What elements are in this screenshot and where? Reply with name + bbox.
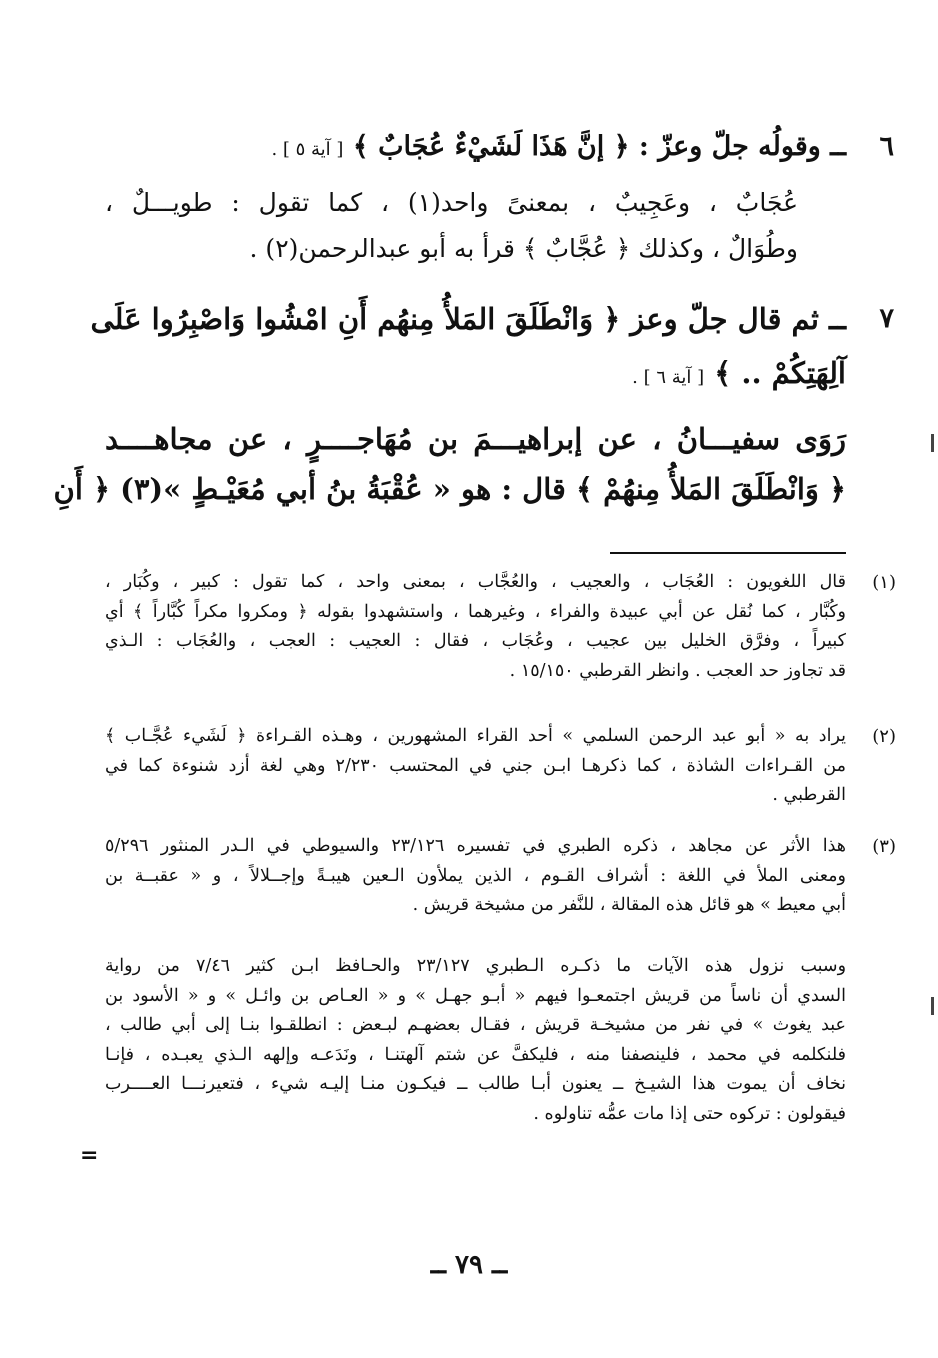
entry-6 (105, 118, 894, 179)
footnote-line: ومعنى الملأ في اللغة : أشراف القـوم ، الذين يملأون الـعين هيبـةً وإجــلالاً ، و « عقبــة بن (105, 865, 846, 886)
entry-number: ٦ (879, 131, 894, 162)
footnote-3-continuation (105, 952, 846, 1129)
footnote-line: السدي أن ناساً من قريش اجتمعـوا فيهم « أبـو جهـل » و « العـاص بن وائـل » و « الأسود بن (105, 985, 846, 1006)
entry-6-body (105, 180, 798, 272)
footnote-line: وسبب نزول هذه الآيات ما ذكـره الـطبري ٢٣/١٢٧ والحـافظ ابـن كثير ٧/٤٦ من رواية (105, 956, 847, 976)
footnote-line: عبد يغوث » في نفر من مشيخـة قريش ، فقـال بعضهـم لبـعض : انطلقـوا بنـا إلى أبي طالب ، (105, 1015, 846, 1035)
footnote-line: هذا الأثر عن مجاهد ، ذكره الطبري في تفسيره ٢٣/١٢٦ والسيوطي في الـدر المنثور ٥/٢٩٦ (105, 836, 846, 856)
body-line: عُجَابٌ ، وعَجِيبٌ ، بمعنىً واحد(١) ، كما تقول : طويـــلٌ ، (105, 188, 799, 217)
verse-quote: ــ وقولُه جلّ وعزّ : ﴿ إنَّ هَذَا لَشَيْءٌ عُجَابٌ ﴾ (352, 131, 846, 162)
footnote-line: قال اللغويون : العُجَاب ، والعجيب ، والعُجَّاب ، بمعنى واحد ، كما تقول : كبير ، وكُبَار ، (105, 572, 846, 592)
verse-reference: [ آية ٦ ] . (632, 367, 705, 388)
footnote-line: نخاف أن يموت هذا الشيـخ ــ يعنون أبـا طالب ــ فيكـون منـا إليـه شيء ، فتعيرنـــا العــــرب (105, 1074, 846, 1094)
footnote-line: قد تجاوز حد العجب . وانظر القرطبي ١٥/١٥٠ . (509, 660, 846, 681)
entry-heading (105, 118, 846, 179)
footnote-number: (٢) (872, 726, 896, 747)
footnote-line: وكُبَّار ، كما نُقل عن أبي عبيدة والفراء ، وغيرهما ، واستشهدوا بقوله ﴿ ومكروا مكراً كُبَّاراً ﴾ أي (105, 601, 846, 622)
footnote-line: فيقولون : تركوه حتى إذا مات عمُّه تناولوه . (533, 1103, 846, 1124)
footnote-3 (105, 832, 896, 921)
body-line: وطُوَالٌ ، وكذلك ﴿ عُجَّابٌ ﴾ قرأ به أبو عبدالرحمن(٢) . (249, 234, 798, 263)
footnote-line: أبي معيط » هو قائل هذه المقالة ، للنَّفر من مشيخة قريش . (412, 895, 846, 915)
footnote-divider (610, 552, 846, 554)
footnote-1 (105, 568, 896, 686)
footnote-line: من القـراءات الشاذة ، كما ذكرهـا ابـن جني في المحتسب ٢/٢٣٠ وهي لغة أزد شنوءة كما في (105, 755, 846, 776)
footnote-line: القرطبي . (772, 785, 846, 805)
footnote-2 (105, 722, 896, 811)
footnote-number: (٣) (872, 836, 896, 857)
entry-7 (90, 292, 894, 405)
body-line: ﴿ وَانْطَلَقَ المَلأُ مِنهُمْ ﴾ قال : هو « عُقْبَةُ بنُ أبي مُعَيْـطٍ »(٣) ﴿ أَنِ (53, 472, 846, 506)
footnote-line: يراد به « أبو عبد الرحمن السلمي » أحد القراء المشهورين ، وهـذه القـراءة ﴿ لَشَيء عُجَّـاب ﴾ (105, 726, 846, 746)
margin-tick (931, 997, 934, 1015)
entry-7-body (53, 414, 846, 514)
body-line: رَوَى سفيـــانُ ، عن إبراهيـــمَ بن مُهَاجــــرٍ ، عن مجاهــــد (105, 422, 846, 456)
entry-heading: ــ ثم قال جلّ وعز ﴿ وَانْطَلَقَ المَلأُ مِنهُم أَنِ امْشُوا وَاصْبِرُوا عَلَى (90, 302, 846, 336)
footnote-line: كبيراً ، وفرَّق الخليل بين عجيب ، وعُجَاب ، فقال : العجيب : العجب ، والعُجَاب : الـذي (105, 631, 846, 651)
entry-heading-cont (105, 346, 846, 405)
margin-mark: = (80, 1143, 99, 1168)
entry-number: ٧ (879, 303, 894, 334)
page-number: ــ ٧٩ ــ (430, 1250, 508, 1280)
verse-reference: [ آية ٥ ] . (271, 139, 344, 160)
verse-quote: آلِهَتِكُمْ .. ﴾ (714, 356, 846, 390)
footnote-number: (١) (872, 572, 896, 593)
footnote-line: فلنكلمه في محمد ، فلينصفنا منه ، فليكفَّ عن شتم آلهتنـا ، ونَدَعـه وإلهه الـذي يعبـده ، فإنـا (105, 1044, 846, 1065)
margin-tick (931, 434, 934, 452)
